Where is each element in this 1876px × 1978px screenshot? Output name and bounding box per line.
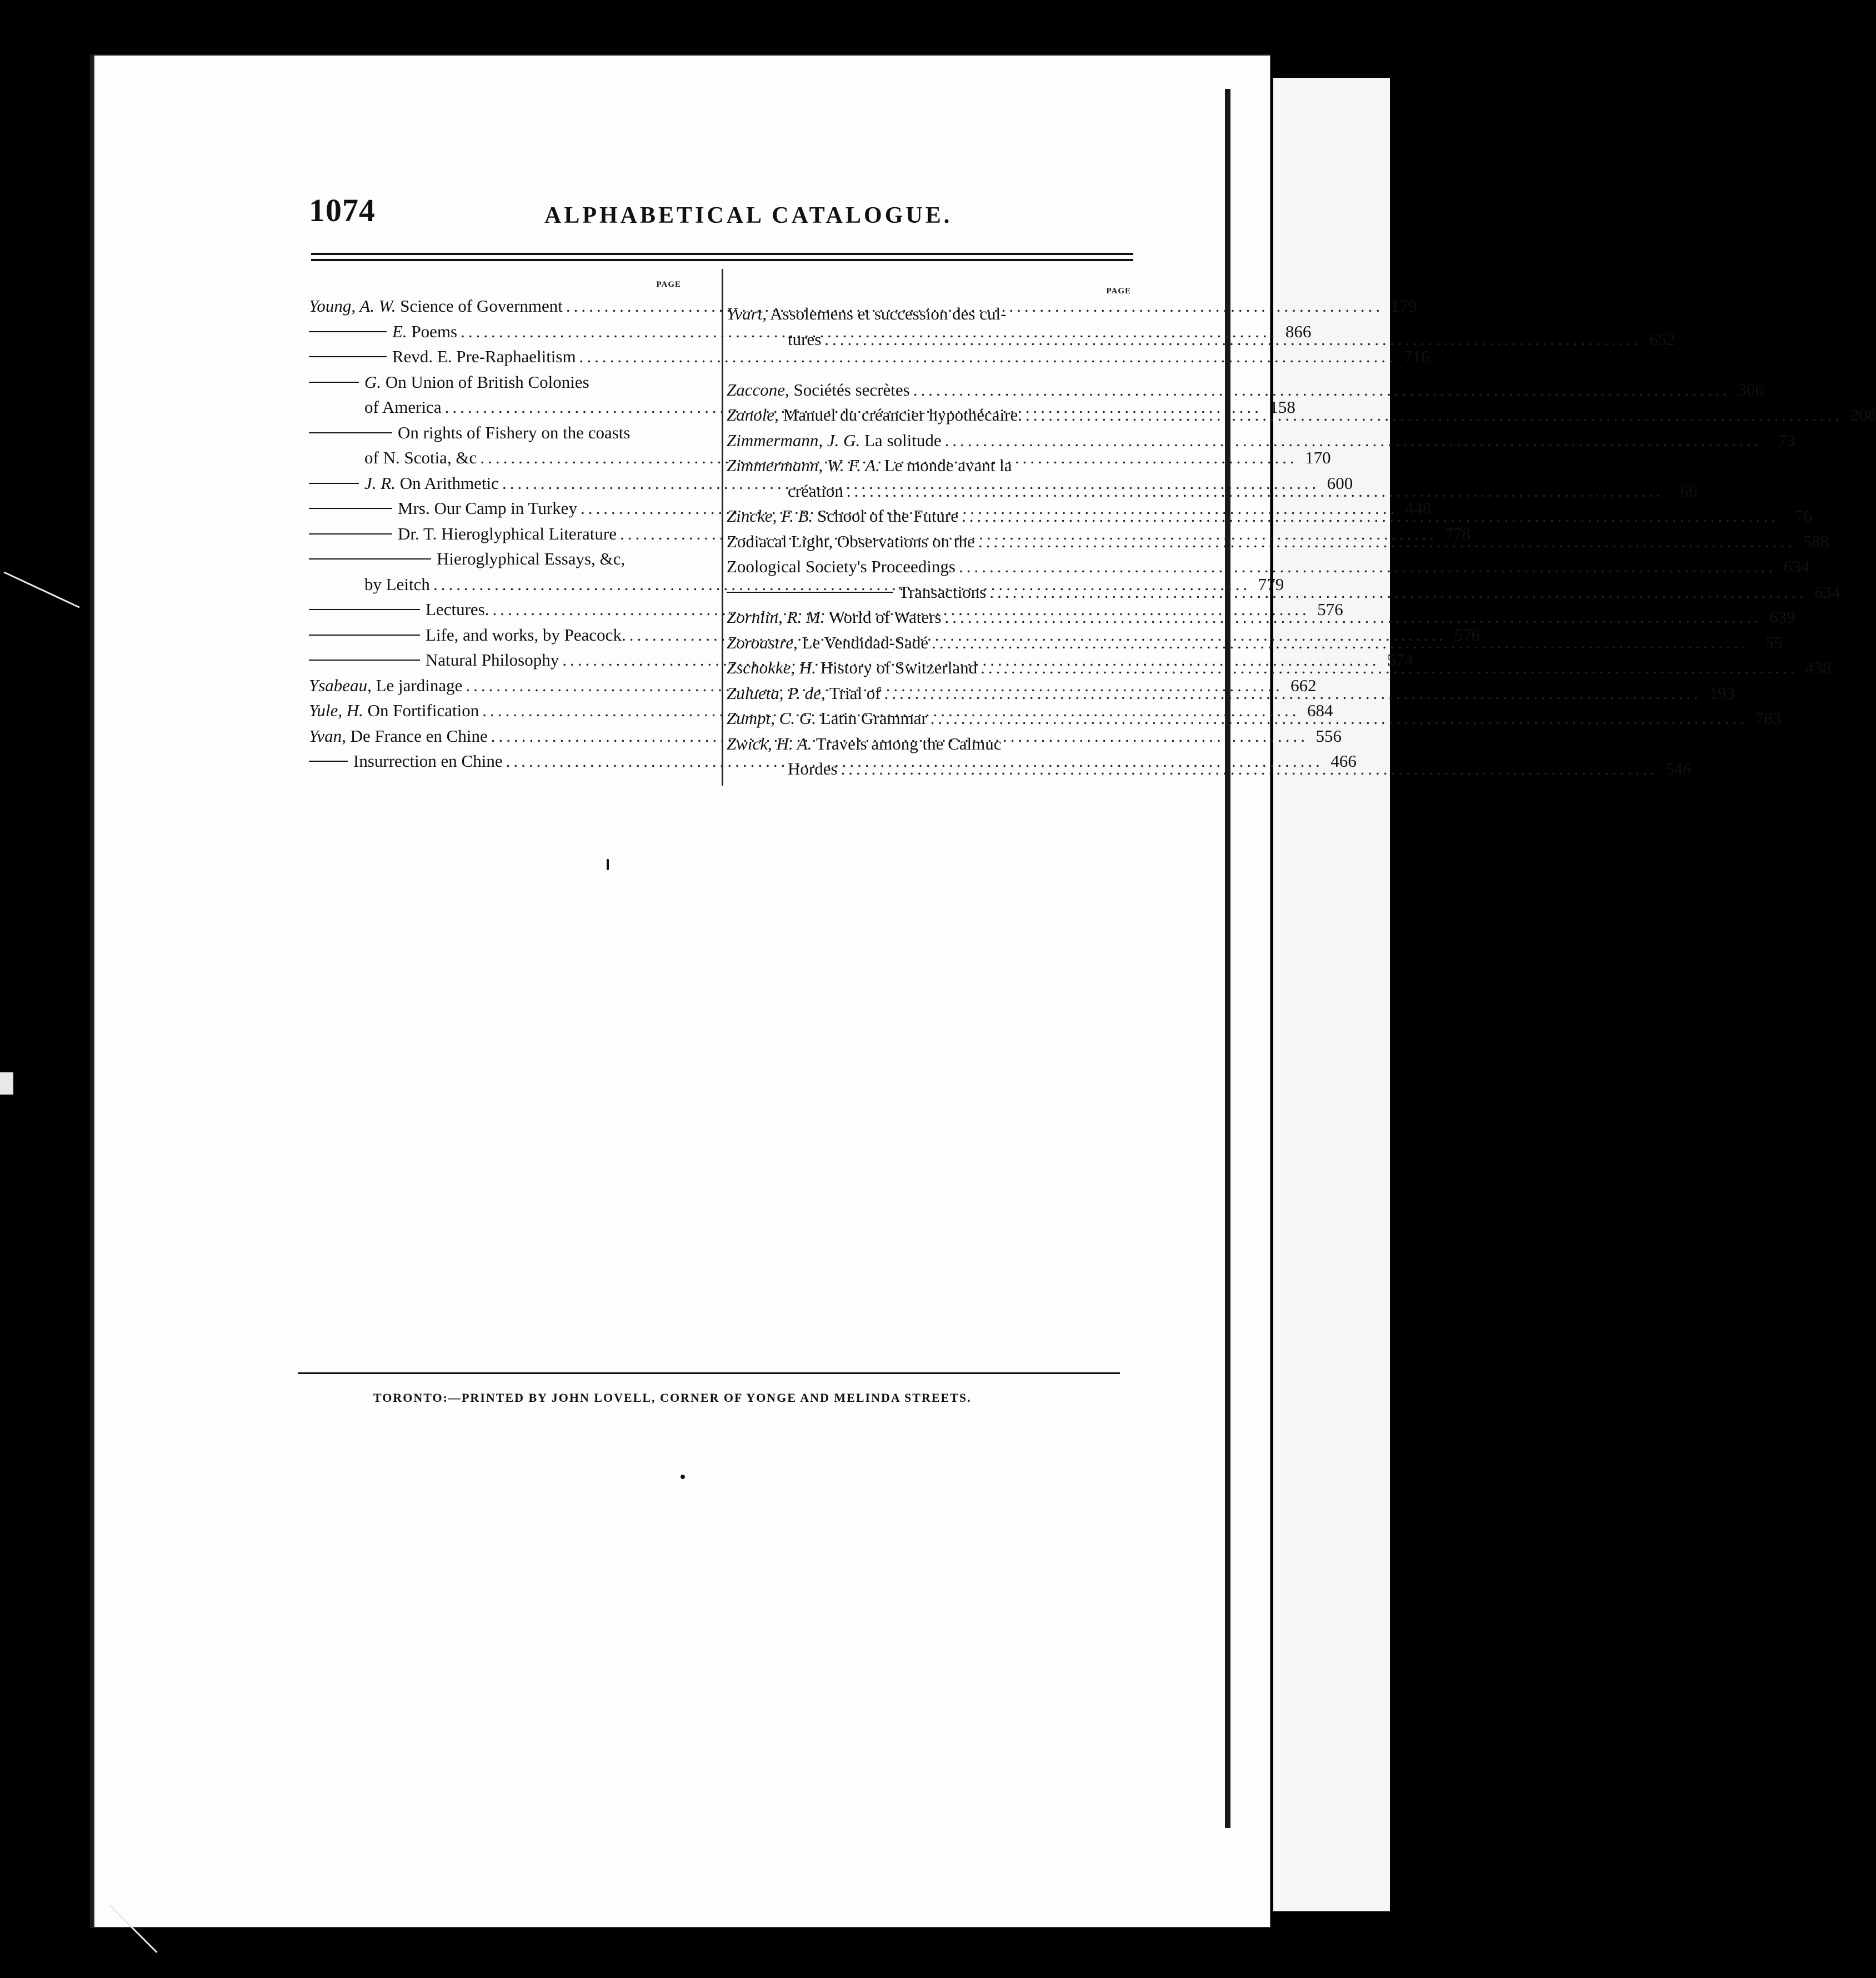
entry-text [727, 605, 942, 630]
entry-text [309, 723, 488, 749]
entry-text [364, 394, 442, 420]
catalogue-columns [309, 271, 1876, 782]
entry-page-number: 179 [1390, 296, 1417, 316]
entry-page-number: 588 [1803, 531, 1829, 551]
entry-title: Le Vendidad-Sadé [797, 632, 929, 652]
ditto-dash [309, 660, 420, 661]
leader-dots [978, 529, 1795, 555]
entry-title: Latin Grammar [816, 708, 927, 728]
entry-text [727, 377, 910, 403]
entry-author: J. R. [364, 473, 396, 493]
entry-page-number: 779 [1258, 574, 1284, 594]
entry-author: Zumpt, C. G. [727, 708, 817, 728]
leader-dots [841, 756, 1658, 782]
entry-title: Mrs. Our Camp in Turkey [398, 498, 577, 518]
leader-dots [989, 580, 1807, 605]
entry-text [727, 681, 881, 706]
entry-author: Yule, H. [309, 701, 363, 720]
entry-author: Young, A. W. [309, 296, 396, 316]
scan-artifact [0, 1072, 13, 1095]
leader-dots [824, 327, 1642, 352]
entry-page-number: 639 [1769, 607, 1795, 627]
ditto-dash [309, 761, 348, 762]
catalogue-entry [309, 420, 682, 446]
entry-author: G. [364, 372, 382, 392]
entry-title: History of Switzerland [816, 658, 978, 677]
entry-title: On Union of British Colonies [381, 372, 589, 392]
entry-title: Dr. T. Hieroglyphical Literature [398, 523, 617, 543]
entry-title: Assolemens et succession des cul- [767, 304, 1007, 323]
entry-text [426, 622, 626, 648]
entry-title: Le jardinage [371, 675, 463, 695]
entry-title: La solitude [860, 430, 942, 450]
ink-speck [681, 1475, 685, 1479]
page-column-label: PAGE [1106, 287, 1131, 296]
leader-dots [959, 554, 1776, 580]
catalogue-entry [309, 344, 1430, 369]
ditto-dash [309, 483, 359, 484]
catalogue-entry [309, 546, 682, 572]
leader-dots [931, 706, 1748, 731]
entry-text [788, 756, 838, 782]
entry-page-number: 634 [1783, 557, 1810, 576]
entry-title: Hordes [788, 759, 838, 778]
ditto-dash [309, 508, 392, 509]
catalogue-entry [309, 369, 682, 395]
entry-text [426, 647, 559, 673]
entry-page-number: 306 [1738, 379, 1764, 399]
entry-text [788, 478, 843, 504]
entry-text [392, 319, 457, 344]
entry-page-number: 574 [1387, 650, 1413, 670]
catalogue-entry [727, 554, 1810, 580]
entry-author: Yvan, [309, 726, 346, 746]
entry-text [364, 369, 589, 395]
printer-imprint: TORONTO:—PRINTED BY JOHN LOVELL, CORNER OF YONGE AND MELINDA STREETS. [373, 1391, 972, 1405]
entry-text [437, 546, 625, 572]
leader-dots [962, 503, 1779, 529]
catalogue-entry [727, 428, 1795, 453]
entry-author: Zornlin, R. M. [727, 607, 825, 627]
ditto-dash [309, 609, 420, 610]
entry-author: E. [392, 321, 407, 341]
entry-page-number: 662 [1290, 675, 1317, 695]
entry-text [353, 748, 503, 774]
entry-page-number: 556 [1315, 726, 1342, 746]
entry-title: Sociétés secrètes [789, 379, 910, 399]
entry-page-number: 866 [1285, 321, 1312, 341]
entry-title: Zoological Society's Proceedings [727, 557, 955, 576]
entry-text [309, 698, 479, 723]
catalogue-entry [727, 731, 1132, 757]
entry-title: by Leitch [364, 574, 430, 594]
catalogue-entry [727, 352, 1132, 377]
catalogue-entry [727, 301, 1132, 327]
entry-text [309, 673, 462, 698]
entry-title: Zodiacal Light, Observations on the [727, 531, 975, 551]
entry-author: Zincke, F. B. [727, 506, 813, 526]
entry-page-number: 66 [1680, 481, 1698, 501]
header-rule-bottom [311, 259, 1133, 261]
entry-title: of America [364, 397, 442, 417]
entry-page-number: 576 [1454, 625, 1480, 645]
entry-page-number: 783 [1755, 708, 1782, 728]
entry-author: Zoroastre, [727, 632, 798, 652]
running-head-title: ALPHABETICAL CATALOGUE. [544, 203, 953, 228]
entry-text [727, 706, 927, 731]
entry-text [899, 580, 986, 605]
entry-text [727, 655, 977, 681]
entry-title: création [788, 481, 843, 501]
leader-dots [945, 428, 1762, 453]
entry-title: Insurrection en Chine [353, 751, 503, 771]
entry-title: De France en Chine [346, 726, 488, 746]
entry-title: Travels among the Calmuc [812, 733, 1002, 753]
entry-page-number: 76 [1795, 506, 1813, 526]
entry-page-number: 438 [1805, 658, 1832, 677]
ditto-dash [309, 356, 387, 357]
ditto-dash [309, 432, 392, 433]
entry-title: Transactions [899, 582, 987, 602]
entry-text [727, 428, 942, 453]
entry-page-number: 546 [1665, 759, 1692, 778]
entry-author: Ysabeau, [309, 675, 372, 695]
page-column-label: PAGE [656, 280, 681, 289]
entry-text [364, 572, 430, 597]
ink-speck [607, 859, 609, 870]
entry-title: tures [788, 329, 822, 349]
entry-title: Natural Philosophy [426, 650, 559, 670]
entry-page-number: 448 [1405, 498, 1432, 518]
entry-title: On Arithmetic [395, 473, 499, 493]
entry-page-number: 170 [1305, 448, 1331, 467]
entry-page-number: 158 [1269, 397, 1295, 417]
ditto-dash [309, 382, 359, 383]
entry-title: Hieroglyphical Essays, &c, [437, 549, 626, 568]
entry-text [727, 301, 1006, 327]
leader-dots [913, 377, 1730, 403]
entry-text [364, 471, 499, 496]
footer-rule [298, 1372, 1120, 1374]
entry-text [727, 554, 955, 580]
entry-author: Zulueta, P. de, [727, 683, 826, 703]
entry-text [392, 344, 576, 369]
entry-title: Trial of [825, 683, 881, 703]
leader-dots [945, 605, 1762, 630]
catalogue-entry [727, 377, 1764, 403]
entry-title: Manuel du créancier hypothécaire. [778, 405, 1022, 424]
entry-title: Revd. E. Pre-Raphaelitism [392, 347, 576, 366]
entry-text [727, 529, 975, 555]
entry-text [727, 402, 1022, 428]
entry-author: Yvart, [727, 304, 767, 323]
entry-title: On Fortification [363, 701, 479, 720]
entry-text [426, 597, 489, 622]
entry-author: Zschokke, H. [727, 658, 816, 677]
entry-title: Life, and works, by Peacock. [426, 625, 626, 645]
entry-text [727, 453, 1012, 478]
entry-page-number: 716 [1404, 347, 1430, 366]
entry-page-number: 684 [1307, 701, 1333, 720]
page-number: 1074 [309, 192, 376, 228]
entry-title: of N. Scotia, &c [364, 448, 477, 467]
entry-text [364, 445, 477, 471]
entry-page-number: 193 [1709, 683, 1735, 703]
ditto-dash [309, 331, 387, 332]
catalogue-entry [727, 453, 1132, 478]
entry-page-number: 652 [1649, 329, 1675, 349]
entry-title: Lectures. [426, 600, 489, 619]
entry-title: World of Waters [824, 607, 942, 627]
entry-text [727, 731, 1002, 757]
entry-text [398, 496, 577, 521]
scan-artifact [3, 571, 79, 608]
entry-text [398, 521, 617, 547]
entry-title: On rights of Fishery on the coasts [398, 422, 631, 442]
ditto-dash [727, 592, 893, 593]
entry-title: Poems [407, 321, 458, 341]
entry-page-number: 634 [1814, 582, 1840, 602]
entry-page-number: 778 [1444, 523, 1471, 543]
leader-dots [884, 681, 1702, 706]
entry-title: Le monde avant la [879, 456, 1012, 475]
entry-author: Zimmermann, W. F. A. [727, 456, 880, 475]
leader-dots [847, 478, 1664, 504]
ditto-dash [309, 533, 392, 535]
entry-author: Zanole, [727, 405, 779, 424]
entry-page-number: 73 [1778, 430, 1795, 450]
leader-dots [1025, 402, 1843, 428]
entry-author: Zimmermann, J. G. [727, 430, 861, 450]
entry-page-number: 55 [1765, 632, 1783, 652]
entry-title: School of the Future [813, 506, 959, 526]
entry-text [727, 630, 928, 656]
entry-page-number: 576 [1317, 600, 1343, 619]
entry-text [309, 293, 563, 319]
leader-dots [980, 655, 1798, 681]
leader-dots [932, 630, 1749, 656]
header-rule-top [311, 253, 1133, 255]
entry-page-number: 466 [1330, 751, 1357, 771]
entry-text [788, 327, 821, 352]
ditto-dash [309, 635, 420, 636]
entry-text [398, 420, 630, 446]
entry-text [727, 503, 958, 529]
entry-title: Science of Government [396, 296, 563, 316]
ditto-dash [309, 558, 431, 560]
entry-page-number: 600 [1327, 473, 1353, 493]
entry-author: Zaccone, [727, 379, 789, 399]
entry-author: Zwick, H. A. [727, 733, 812, 753]
entry-page-number: 208 [1850, 405, 1876, 424]
